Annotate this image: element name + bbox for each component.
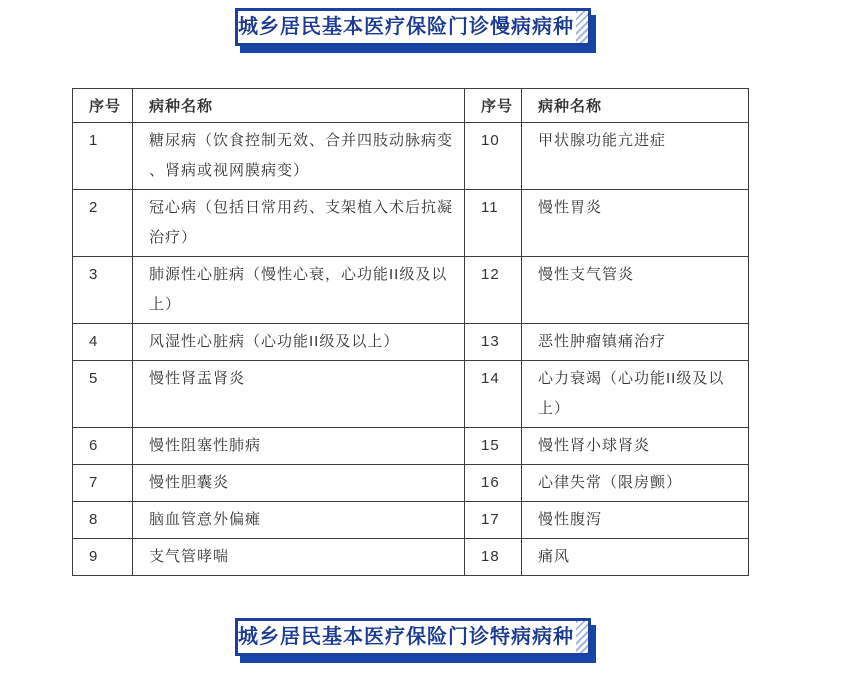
table-row (73, 257, 749, 324)
row-index: 15 (465, 428, 522, 465)
row-index: 3 (73, 257, 133, 324)
table-row (73, 123, 749, 190)
disease-name: 慢性肾盂肾炎 (133, 361, 465, 428)
chronic-disease-table (72, 88, 749, 576)
row-index: 5 (73, 361, 133, 428)
row-index: 11 (465, 190, 522, 257)
disease-name: 脑血管意外偏瘫 (133, 502, 465, 539)
disease-name: 慢性胆囊炎 (133, 465, 465, 502)
header-index-left: 序号 (73, 89, 133, 123)
row-index: 7 (73, 465, 133, 502)
row-index: 16 (465, 465, 522, 502)
row-index: 4 (73, 324, 133, 361)
disease-name: 心律失常（限房颤） (522, 465, 749, 502)
table-row (73, 361, 749, 428)
disease-name: 慢性胃炎 (522, 190, 749, 257)
row-index: 6 (73, 428, 133, 465)
row-index: 17 (465, 502, 522, 539)
row-index: 9 (73, 539, 133, 576)
disease-name: 支气管哮喘 (133, 539, 465, 576)
disease-name: 慢性肾小球肾炎 (522, 428, 749, 465)
table-row (73, 539, 749, 576)
chronic-disease-banner (235, 8, 591, 46)
banner-hatch-decoration (576, 11, 588, 43)
row-index: 18 (465, 539, 522, 576)
banner-hatch-decoration (576, 621, 588, 653)
row-index: 10 (465, 123, 522, 190)
disease-name: 心力衰竭（心功能II级及以上） (522, 361, 749, 428)
chronic-disease-banner-title: 城乡居民基本医疗保险门诊慢病病种 (238, 16, 574, 38)
table-row (73, 465, 749, 502)
table-row (73, 502, 749, 539)
table-row (73, 324, 749, 361)
disease-name: 慢性腹泻 (522, 502, 749, 539)
disease-name: 糖尿病（饮食控制无效、合并四肢动脉病变、肾病或视网膜病变） (133, 123, 465, 190)
table-row (73, 428, 749, 465)
header-disease-right: 病种名称 (522, 89, 749, 123)
row-index: 13 (465, 324, 522, 361)
header-disease-left: 病种名称 (133, 89, 465, 123)
row-index: 8 (73, 502, 133, 539)
special-disease-banner (235, 618, 591, 656)
disease-name: 痛风 (522, 539, 749, 576)
disease-name: 恶性肿瘤镇痛治疗 (522, 324, 749, 361)
disease-name: 冠心病（包括日常用药、支架植入术后抗凝治疗） (133, 190, 465, 257)
row-index: 2 (73, 190, 133, 257)
table-row (73, 190, 749, 257)
header-index-right: 序号 (465, 89, 522, 123)
table-header-row (73, 89, 749, 123)
disease-name: 甲状腺功能亢进症 (522, 123, 749, 190)
disease-name: 慢性支气管炎 (522, 257, 749, 324)
row-index: 14 (465, 361, 522, 428)
row-index: 12 (465, 257, 522, 324)
disease-name: 慢性阻塞性肺病 (133, 428, 465, 465)
special-disease-banner-title: 城乡居民基本医疗保险门诊特病病种 (238, 626, 574, 648)
row-index: 1 (73, 123, 133, 190)
disease-name: 风湿性心脏病（心功能II级及以上） (133, 324, 465, 361)
disease-name: 肺源性心脏病（慢性心衰，心功能II级及以上） (133, 257, 465, 324)
